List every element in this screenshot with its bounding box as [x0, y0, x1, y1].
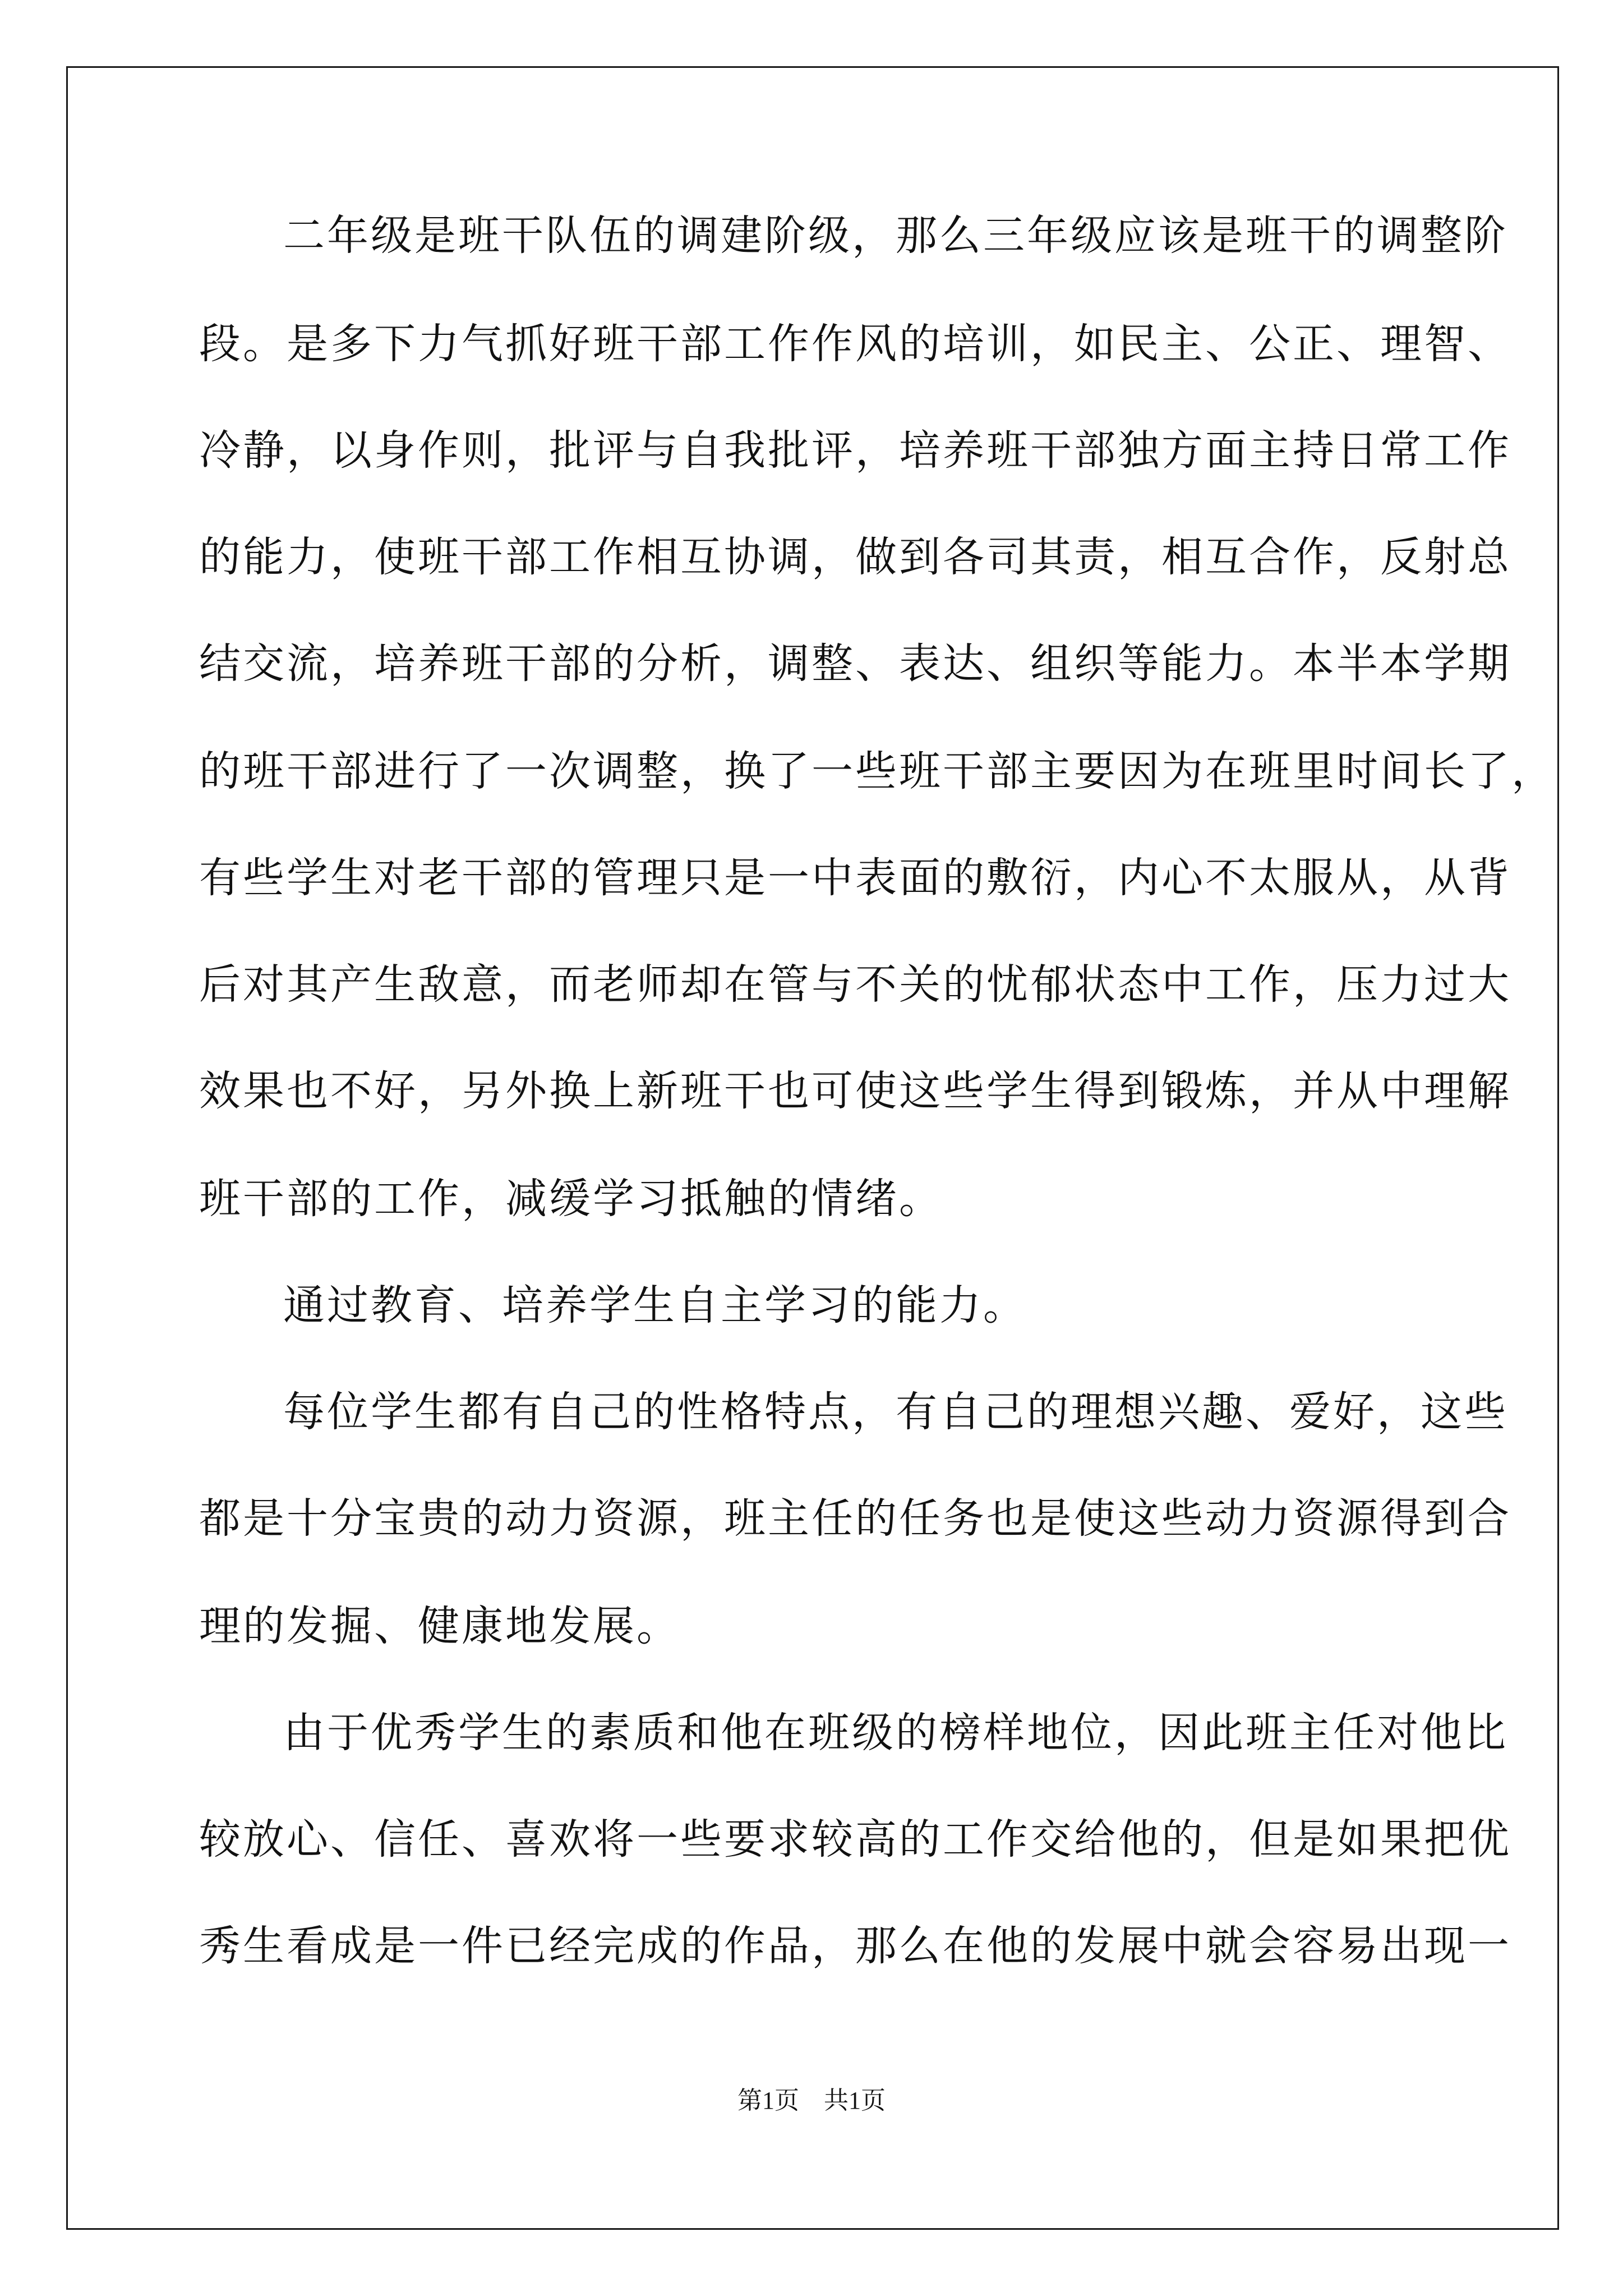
text-line: 每位学生都有自己的性格特点，有自己的理想兴趣、爱好，这些	[283, 1388, 1508, 1436]
text-line: 有些学生对老干部的管理只是一中表面的敷衍，内心不太服从，从背	[199, 854, 1511, 902]
text-line: 结交流，培养班干部的分析，调整、表达、组织等能力。本半本学期	[199, 639, 1511, 688]
text-line: 理的发掘、健康地发展。	[199, 1602, 680, 1650]
text-line: 的班干部进行了一次调整，换了一些班干部主要因为在班里时间长了，	[199, 747, 1555, 795]
page-border	[66, 66, 1559, 2230]
text-line: 后对其产生敌意，而老师却在管与不关的忧郁状态中工作，压力过大	[199, 960, 1511, 1009]
text-line: 由于优秀学生的素质和他在班级的榜样地位，因此班主任对他比	[283, 1709, 1508, 1757]
text-line: 的能力，使班干部工作相互协调，做到各司其责，相互合作，反射总	[199, 533, 1511, 581]
text-line: 冷静，以身作则，批评与自我批评，培养班干部独方面主持日常工作	[199, 426, 1511, 475]
text-line: 班干部的工作，减缓学习抵触的情绪。	[199, 1175, 943, 1223]
page-footer: 第1页 共1页	[737, 2087, 886, 2114]
text-line: 二年级是班干队伍的调建阶级，那么三年级应该是班干的调整阶	[283, 211, 1508, 260]
text-line: 通过教育、培养学生自主学习的能力。	[283, 1281, 1027, 1329]
text-line: 较放心、信任、喜欢将一些要求较高的工作交给他的，但是如果把优	[199, 1815, 1511, 1864]
text-line: 效果也不好，另外换上新班干也可使这些学生得到锻炼，并从中理解	[199, 1067, 1511, 1115]
text-line: 秀生看成是一件已经完成的作品，那么在他的发展中就会容易出现一	[199, 1922, 1511, 1970]
text-line: 都是十分宝贵的动力资源，班主任的任务也是使这些动力资源得到合	[199, 1494, 1511, 1543]
text-line: 段。是多下力气抓好班干部工作作风的培训，如民主、公正、理智、	[199, 320, 1511, 368]
